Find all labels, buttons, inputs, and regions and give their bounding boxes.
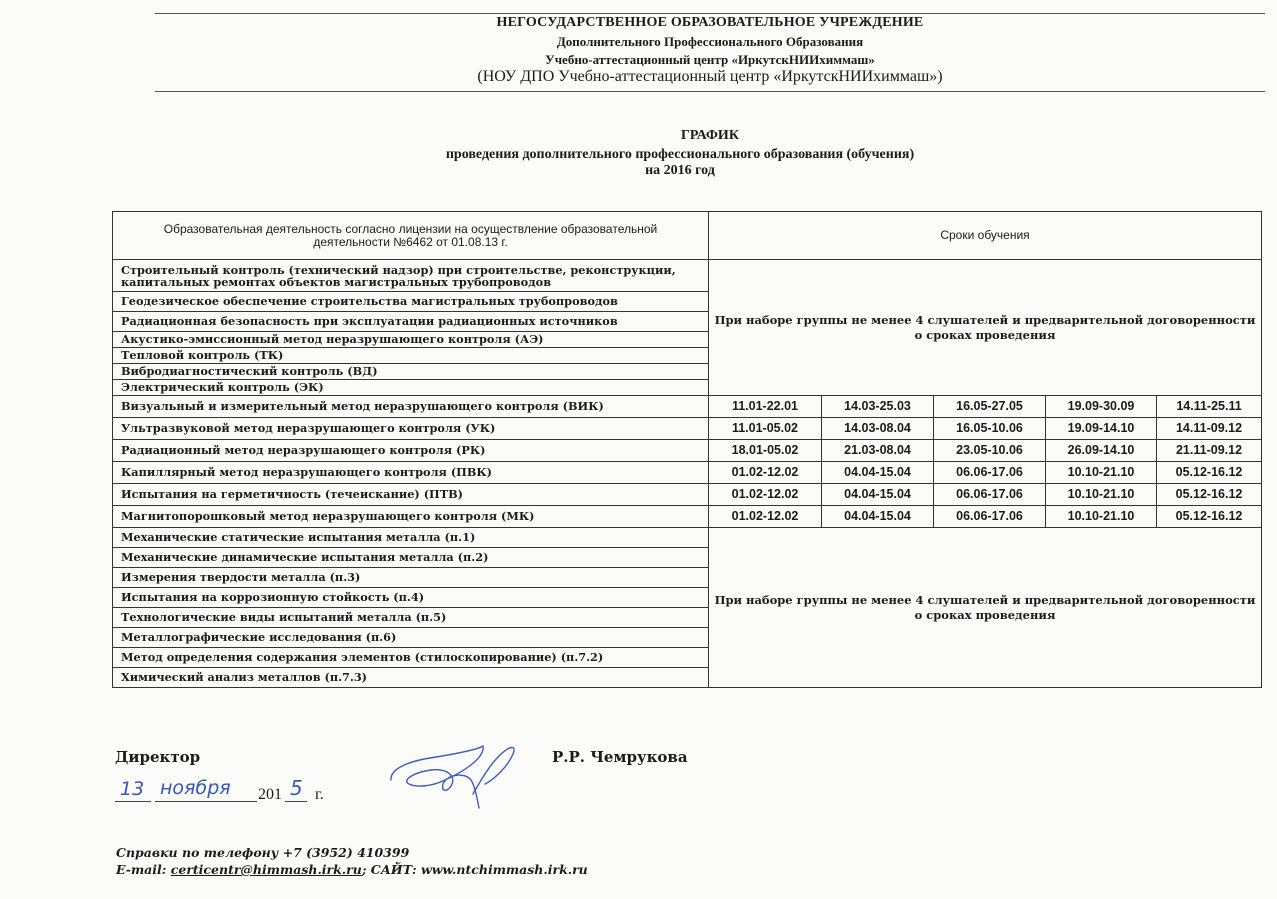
- date-range-cell: 01.02-12.02: [709, 506, 822, 528]
- activity-cell: Магнитопорошковый метод неразрушающего контроля (МК): [113, 506, 709, 528]
- site-label: ; САЙТ:: [361, 862, 422, 877]
- schedule-table: [112, 211, 1262, 688]
- activity-cell: Радиационная безопасность при эксплуатации радиационных источников: [113, 312, 709, 332]
- date-range-cell: 14.11-25.11: [1157, 396, 1262, 418]
- table-row: [113, 396, 1262, 418]
- activity-cell: Геодезическое обеспечение строительства магистральных трубопроводов: [113, 292, 709, 312]
- document-title: ГРАФИК: [681, 128, 739, 143]
- activity-cell: Ультразвуковой метод неразрушающего контроля (УК): [113, 418, 709, 440]
- date-month: ноября: [160, 777, 231, 799]
- date-range-cell: 10.10-21.10: [1046, 484, 1157, 506]
- date-range-cell: 18.01-05.02: [709, 440, 822, 462]
- org-name-line2: Дополнительного Профессионального Образования: [556, 34, 864, 49]
- date-range-cell: 19.09-30.09: [1046, 396, 1157, 418]
- activity-cell: Испытания на коррозионную стойкость (п.4): [113, 588, 709, 608]
- activity-cell: Метод определения содержания элементов (стилоскопирование) (п.7.2): [113, 648, 709, 668]
- table-row: [113, 484, 1262, 506]
- date-range-cell: 21.11-09.12: [1157, 440, 1262, 462]
- group-note-cell: При наборе группы не менее 4 слушателей и предварительной договоренности о сроках проведения: [709, 528, 1262, 688]
- date-range-cell: 14.03-25.03: [822, 396, 934, 418]
- table-row: [113, 462, 1262, 484]
- date-range-cell: 11.01-05.02: [709, 418, 822, 440]
- footer-phone: Справки по телефону +7 (3952) 410399: [116, 845, 410, 860]
- date-range-cell: 10.10-21.10: [1046, 462, 1157, 484]
- dates-column-header: Сроки обучения: [709, 212, 1262, 260]
- date-range-cell: 19.09-14.10: [1046, 418, 1157, 440]
- site-link[interactable]: www.ntchimmash.irk.ru: [421, 862, 588, 877]
- document-subtitle: проведения дополнительного профессионального образования (обучения): [445, 147, 915, 162]
- org-name-short: (НОУ ДПО Учебно-аттестационный центр «ИркутскНИИхиммаш»): [477, 68, 943, 85]
- activity-cell: Капиллярный метод неразрушающего контроля (ПВК): [113, 462, 709, 484]
- group2-rows: [113, 528, 1262, 688]
- date-range-cell: 05.12-16.12: [1157, 506, 1262, 528]
- date-day-line: [115, 801, 151, 802]
- activity-cell: Визуальный и измерительный метод неразрушающего контроля (ВИК): [113, 396, 709, 418]
- date-range-cell: 10.10-21.10: [1046, 506, 1157, 528]
- date-range-cell: 26.09-14.10: [1046, 440, 1157, 462]
- date-year-line: [285, 801, 307, 802]
- date-range-cell: 11.01-22.01: [709, 396, 822, 418]
- table-row: [113, 506, 1262, 528]
- table-row: [113, 528, 1262, 548]
- org-name-line1: НЕГОСУДАРСТВЕННОЕ ОБРАЗОВАТЕЛЬНОЕ УЧРЕЖДЕНИЕ: [496, 15, 924, 30]
- date-range-cell: 04.04-15.04: [822, 484, 934, 506]
- activity-cell: Химический анализ металлов (п.7.3): [113, 668, 709, 688]
- date-range-cell: 14.03-08.04: [822, 418, 934, 440]
- group1-rows: [113, 260, 1262, 396]
- activity-cell: Радиационный метод неразрушающего контроля (РК): [113, 440, 709, 462]
- activity-cell: Механические динамические испытания металла (п.2): [113, 548, 709, 568]
- activity-cell: Электрический контроль (ЭК): [113, 380, 709, 396]
- activity-cell: Механические статические испытания металла (п.1): [113, 528, 709, 548]
- date-range-cell: 06.06-17.06: [934, 506, 1046, 528]
- activity-cell: Технологические виды испытаний металла (п.5): [113, 608, 709, 628]
- date-range-cell: 01.02-12.02: [709, 484, 822, 506]
- director-name: Р.Р. Чемрукова: [552, 748, 688, 766]
- table-header-row: [113, 212, 1262, 260]
- activity-cell: Строительный контроль (технический надзор) при строительстве, реконструкции, капитальных ремонтах объектов магистральных трубопроводов: [113, 260, 709, 292]
- date-range-cell: 16.05-27.05: [934, 396, 1046, 418]
- activity-cell: Измерения твердости металла (п.3): [113, 568, 709, 588]
- activity-cell: Акустико-эмиссионный метод неразрушающего контроля (АЭ): [113, 332, 709, 348]
- activity-cell: Вибродиагностический контроль (ВД): [113, 364, 709, 380]
- date-range-cell: 05.12-16.12: [1157, 484, 1262, 506]
- date-range-cell: 06.06-17.06: [934, 484, 1046, 506]
- date-year-digit: 5: [290, 776, 303, 800]
- date-range-cell: 01.02-12.02: [709, 462, 822, 484]
- date-suffix: г.: [315, 786, 324, 803]
- group-note-cell: При наборе группы не менее 4 слушателей и предварительной договоренности о сроках проведения: [709, 260, 1262, 396]
- date-range-cell: 21.03-08.04: [822, 440, 934, 462]
- signature-image: [385, 728, 535, 813]
- table-row: [113, 440, 1262, 462]
- date-range-cell: 06.06-17.06: [934, 462, 1046, 484]
- activity-cell: Тепловой контроль (ТК): [113, 348, 709, 364]
- date-year-prefix: 201: [258, 786, 282, 803]
- date-range-cell: 23.05-10.06: [934, 440, 1046, 462]
- table-row: [113, 418, 1262, 440]
- date-range-cell: 05.12-16.12: [1157, 462, 1262, 484]
- scheduled-rows: [113, 396, 1262, 528]
- activity-column-header: Образовательная деятельность согласно лицензии на осуществление образовательной деятельности №6462 от 01.08.13 г.: [113, 212, 709, 260]
- org-name-line3: Учебно-аттестационный центр «ИркутскНИИхиммаш»: [545, 52, 875, 67]
- date-day: 13: [120, 778, 145, 800]
- date-range-cell: 16.05-10.06: [934, 418, 1046, 440]
- document-year: на 2016 год: [645, 163, 715, 178]
- date-range-cell: 04.04-15.04: [822, 506, 934, 528]
- director-label: Директор: [115, 748, 201, 766]
- date-range-cell: 14.11-09.12: [1157, 418, 1262, 440]
- header-bottom-rule: [155, 91, 1265, 92]
- table-row: [113, 260, 1262, 292]
- activity-cell: Металлографические исследования (п.6): [113, 628, 709, 648]
- email-link[interactable]: certicentr@himmash.irk.ru: [170, 862, 362, 877]
- date-range-cell: 04.04-15.04: [822, 462, 934, 484]
- activity-cell: Испытания на герметичность (течеискание) (ПТВ): [113, 484, 709, 506]
- footer-contacts: [116, 862, 588, 877]
- header-top-rule: [155, 13, 1265, 14]
- date-month-line: [155, 801, 257, 802]
- email-label: E-mail:: [116, 862, 171, 877]
